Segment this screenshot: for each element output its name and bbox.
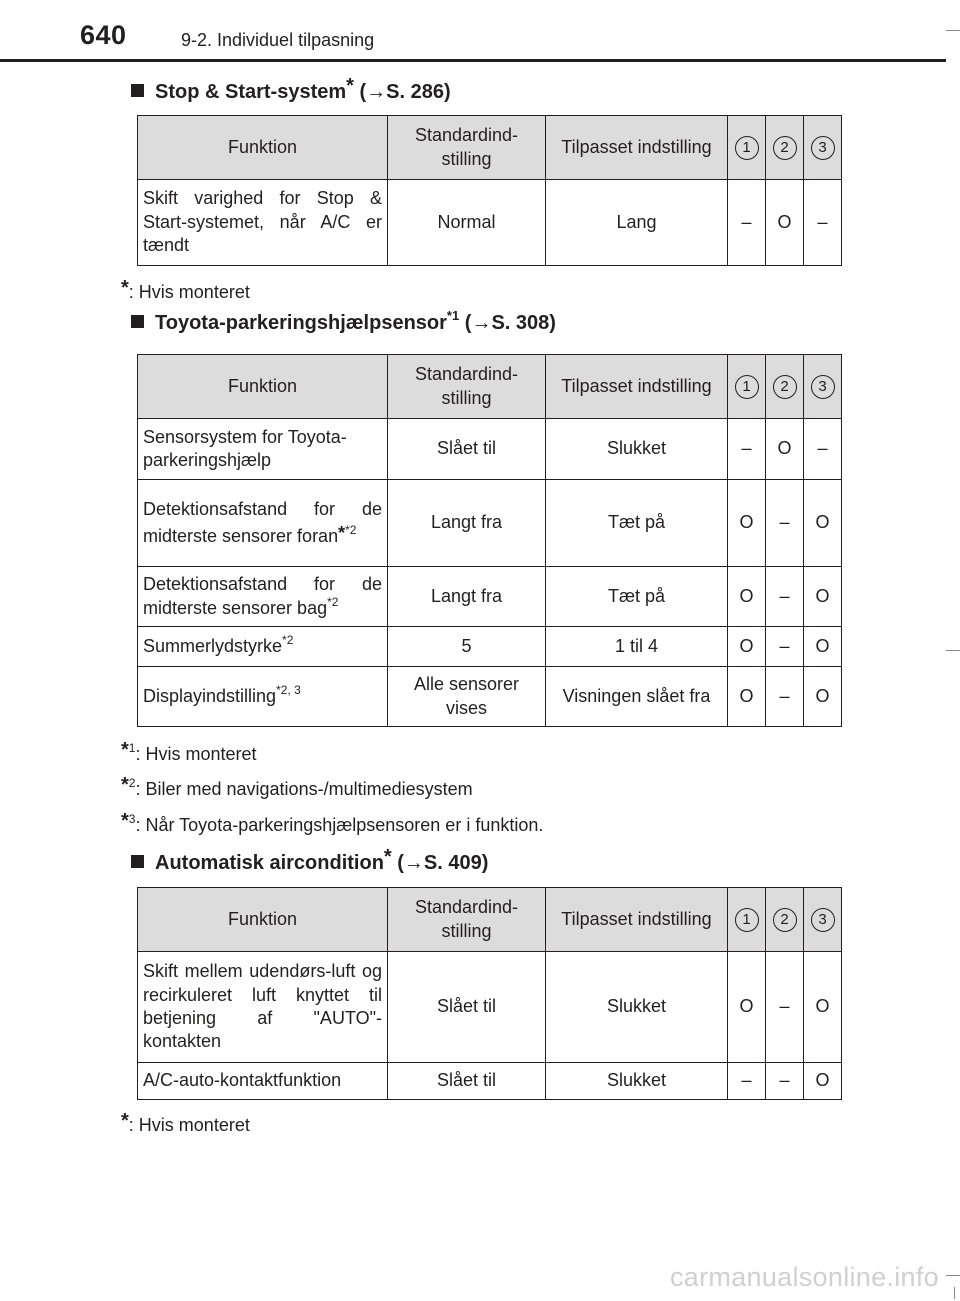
settings-table-aircondition bbox=[137, 887, 842, 1100]
cell-c2: – bbox=[766, 667, 804, 727]
cell-default: Alle sensorer vises bbox=[388, 667, 546, 727]
cell-c1: O bbox=[728, 952, 766, 1063]
cell-custom: Slukket bbox=[546, 419, 728, 480]
cell-c1: O bbox=[728, 667, 766, 727]
crop-mark bbox=[946, 1275, 960, 1276]
header-circle-3: 3 bbox=[804, 116, 842, 180]
cell-c2: – bbox=[766, 1063, 804, 1100]
cell-c3: O bbox=[804, 1063, 842, 1100]
header-circle-1: 1 bbox=[728, 888, 766, 952]
header-custom: Tilpasset indstilling bbox=[546, 888, 728, 952]
cell-c2: O bbox=[766, 419, 804, 480]
cell-c3: O bbox=[804, 480, 842, 567]
header-default: Standardind-stilling bbox=[388, 116, 546, 180]
cell-function: Summerlydstyrke$^{*2}$ bbox=[138, 627, 388, 667]
cell-custom: Visningen slået fra bbox=[546, 667, 728, 727]
header-circle-1: 1 bbox=[728, 116, 766, 180]
cell-c3: O bbox=[804, 667, 842, 727]
cell-c2: O bbox=[766, 180, 804, 266]
section-title-parking-sensor: Toyota-parkeringshjælpsensor$^{*1}$ (→S. 308) bbox=[131, 312, 556, 335]
header-rule bbox=[0, 59, 946, 62]
cell-custom: 1 til 4 bbox=[546, 627, 728, 667]
page-reference: (→S. 286) bbox=[359, 81, 451, 103]
cell-default: Langt fra bbox=[388, 567, 546, 627]
cell-c1: O bbox=[728, 567, 766, 627]
cell-c3: O bbox=[804, 567, 842, 627]
table-header-row bbox=[138, 888, 842, 952]
cell-default: Slået til bbox=[388, 1063, 546, 1100]
table-header-row bbox=[138, 355, 842, 419]
cell-function: Detektionsafstand for de midterste sensorer foran*$^{*2}$ bbox=[138, 480, 388, 567]
chapter-title: 9-2. Individuel tilpasning bbox=[181, 30, 375, 50]
crop-mark bbox=[954, 1287, 955, 1299]
table-row bbox=[138, 1063, 842, 1100]
header-function: Funktion bbox=[138, 355, 388, 419]
header-circle-2: 2 bbox=[766, 888, 804, 952]
cell-c1: O bbox=[728, 480, 766, 567]
table-header-row bbox=[138, 116, 842, 180]
cell-default: Langt fra bbox=[388, 480, 546, 567]
cell-custom: Tæt på bbox=[546, 480, 728, 567]
table-row bbox=[138, 480, 842, 567]
cell-function: A/C-auto-kontaktfunktion bbox=[138, 1063, 388, 1100]
header-circle-2: 2 bbox=[766, 355, 804, 419]
table-row bbox=[138, 627, 842, 667]
page-header bbox=[0, 0, 960, 62]
square-bullet-icon bbox=[131, 855, 144, 868]
section-title-aircondition: Automatisk aircondition* (→S. 409) bbox=[131, 846, 488, 875]
header-circle-3: 3 bbox=[804, 355, 842, 419]
cell-default: Slået til bbox=[388, 419, 546, 480]
cell-c1: – bbox=[728, 1063, 766, 1100]
header-function: Funktion bbox=[138, 116, 388, 180]
cell-custom: Slukket bbox=[546, 952, 728, 1063]
section-title-stop-start: Stop & Start-system* (→S. 286) bbox=[131, 75, 451, 104]
settings-table-parking-sensor bbox=[137, 354, 842, 727]
header-circle-1: 1 bbox=[728, 355, 766, 419]
cell-c2: – bbox=[766, 952, 804, 1063]
table-row bbox=[138, 419, 842, 480]
footnote: *$^3$: Når Toyota-parkeringshjælpsensoren er i funktion. bbox=[121, 810, 544, 835]
settings-table-stop-start bbox=[137, 115, 842, 266]
cell-function: Displayindstilling$^{*2, 3}$ bbox=[138, 667, 388, 727]
footnote: *$^2$: Biler med navigations-/multimediesystem bbox=[121, 774, 473, 799]
cell-default: Slået til bbox=[388, 952, 546, 1063]
crop-mark bbox=[946, 30, 960, 31]
cell-c1: – bbox=[728, 180, 766, 266]
cell-c3: O bbox=[804, 952, 842, 1063]
cell-c3: O bbox=[804, 627, 842, 667]
cell-function: Skift mellem udendørs-luft og recirkuleret luft knyttet til betjening af "AUTO"-kontakten bbox=[138, 952, 388, 1063]
cell-default: Normal bbox=[388, 180, 546, 266]
cell-c1: O bbox=[728, 627, 766, 667]
table-row bbox=[138, 180, 842, 266]
cell-c2: – bbox=[766, 567, 804, 627]
table-row bbox=[138, 667, 842, 727]
watermark: carmanualsonline.info bbox=[670, 1262, 939, 1292]
header-circle-2: 2 bbox=[766, 116, 804, 180]
cell-c2: – bbox=[766, 480, 804, 567]
header-function: Funktion bbox=[138, 888, 388, 952]
cell-function: Detektionsafstand for de midterste sensorer bag$^{*2}$ bbox=[138, 567, 388, 627]
cell-c1: – bbox=[728, 419, 766, 480]
footnote: *: Hvis monteret bbox=[121, 1110, 250, 1135]
cell-custom: Lang bbox=[546, 180, 728, 266]
table-row bbox=[138, 567, 842, 627]
page-reference: (→S. 409) bbox=[397, 852, 489, 874]
page-number: 640 bbox=[80, 20, 127, 50]
cell-c3: – bbox=[804, 180, 842, 266]
crop-mark bbox=[946, 650, 960, 651]
cell-custom: Slukket bbox=[546, 1063, 728, 1100]
header-custom: Tilpasset indstilling bbox=[546, 116, 728, 180]
footnote: *: Hvis monteret bbox=[121, 277, 250, 302]
cell-function: Sensorsystem for Toyota-parkeringshjælp bbox=[138, 419, 388, 480]
cell-c2: – bbox=[766, 627, 804, 667]
header-default: Standardind-stilling bbox=[388, 888, 546, 952]
cell-custom: Tæt på bbox=[546, 567, 728, 627]
cell-default: 5 bbox=[388, 627, 546, 667]
cell-function: Skift varighed for Stop & Start-systemet, når A/C er tændt bbox=[138, 180, 388, 266]
cell-c3: – bbox=[804, 419, 842, 480]
square-bullet-icon bbox=[131, 84, 144, 97]
footnote: *$^1$: Hvis monteret bbox=[121, 739, 257, 764]
header-custom: Tilpasset indstilling bbox=[546, 355, 728, 419]
square-bullet-icon bbox=[131, 315, 144, 328]
header-circle-3: 3 bbox=[804, 888, 842, 952]
table-row bbox=[138, 952, 842, 1063]
header-default: Standardind-stilling bbox=[388, 355, 546, 419]
page-reference: (→S. 308) bbox=[464, 312, 556, 334]
